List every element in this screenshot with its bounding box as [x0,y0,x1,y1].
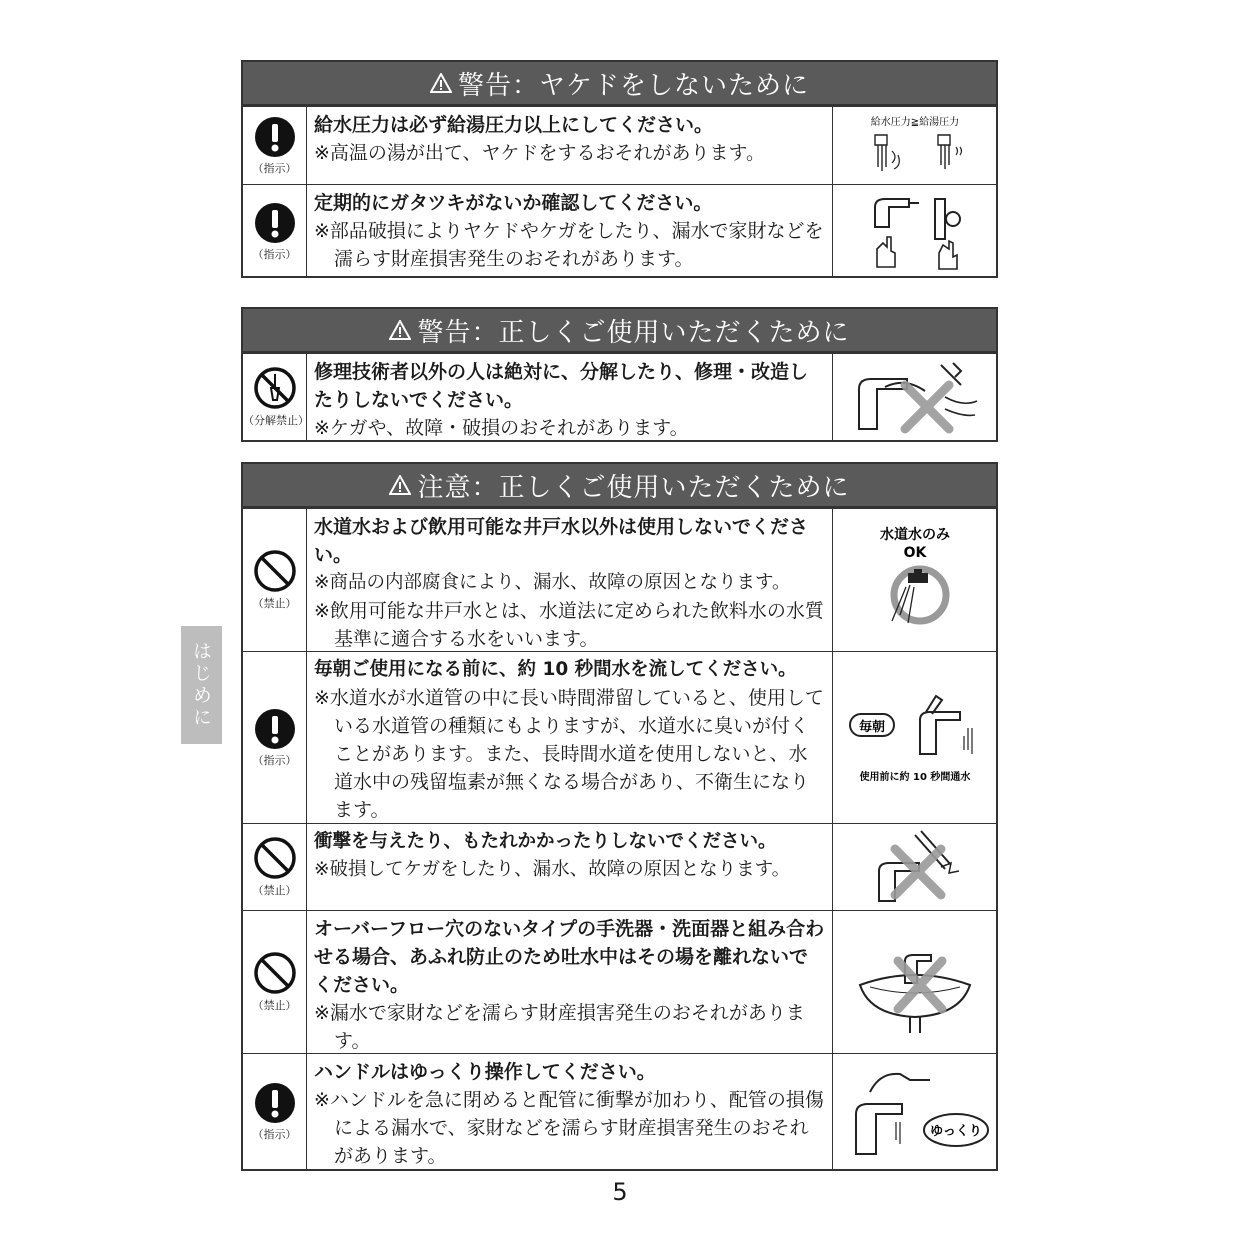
morning-badge: 毎朝 [858,719,885,735]
notice-note: ※高温の湯が出て、ヤケドをするおそれがあります。 [314,142,766,164]
side-tab-introduction[interactable]: はじめに [181,626,222,744]
warning-section-usage [241,307,998,442]
notice-text [307,911,832,1053]
section-header: 警告：ヤケドをしないために [243,62,996,106]
illustration-cell [832,509,996,651]
notice-title: 水道水および飲用可能な井戸水以外は使用しないでください。 [314,516,809,566]
notice-row [243,184,996,278]
instruction-cell [243,509,307,651]
illustration-cell [832,652,996,823]
tap-water-only-illustration [840,515,990,645]
notice-row [243,353,996,440]
notice-note: ※部品破損によりヤケドやケガをしたり、漏水で家財などを濡らす財産損害発生のおそれがあります。 [314,220,824,270]
notice-row [243,823,996,910]
notice-title: 給水圧力は必ず給湯圧力以上にしてください。 [314,114,714,136]
icon-caption: （指示） [252,1128,297,1141]
notice-note: ※ケガや、故障・破損のおそれがあります。 [314,417,689,439]
illustration-cell [832,824,996,910]
icon-caption: （禁止） [252,597,297,610]
prohibited-icon [253,836,297,880]
warning-triangle-icon [389,320,411,340]
notice-note: ※漏水で家財などを濡らす財産損害発生のおそれがあります。 [314,1002,805,1052]
notice-text [307,509,832,651]
instruction-cell [243,354,307,440]
warning-triangle-icon [430,73,452,93]
instruction-cell [243,824,307,910]
notice-text [307,107,832,184]
pressure-faucet-illustration [840,111,990,181]
ok-label: OK [903,545,926,561]
morning-flush-illustration [840,688,990,788]
notice-note: ※飲用可能な井戸水とは、水道法に定められた飲料水の水質基準に適合する水をいいます。 [314,600,824,650]
notice-row [243,1053,996,1170]
instruction-mandatory-icon [254,708,296,750]
notice-text [307,1054,832,1170]
icon-caption: （指示） [252,247,297,261]
notice-title: 衝撃を与えたり、もたれかかったりしないでください。 [314,831,777,852]
no-repair-illustration [845,357,985,437]
instruction-mandatory-icon [254,116,296,158]
notice-title: ハンドルはゆっくり操作してください。 [314,1061,656,1083]
slowly-label: ゆっくり [929,1124,982,1139]
notice-title: 定期的にガタツキがないか確認してください。 [314,192,713,214]
instruction-cell [243,107,307,184]
notice-row [243,910,996,1053]
notice-note: ※商品の内部腐食により、漏水、故障の原因となります。 [314,572,791,593]
icon-caption: （分解禁止） [243,414,309,427]
prohibited-icon [253,951,297,995]
section-header: 警告：正しくご使用いただくために [243,309,996,353]
notice-row [243,508,996,651]
notice-row [243,651,996,823]
section-header: 注意：正しくご使用いただくために [243,464,996,508]
illustration-cell [832,1054,996,1170]
notice-text [307,652,832,823]
instruction-cell [243,652,307,823]
instruction-cell [243,911,307,1053]
instruction-cell [243,185,307,278]
faucet-check-illustration [855,189,975,275]
no-disassembly-icon [253,366,297,410]
notice-row [243,106,996,184]
notice-note: ※ハンドルを急に閉めると配管に衝撃が加わり、配管の損傷による漏水で、家財などを濡らす財産損害発生のおそれがあります。 [314,1089,824,1167]
illustration-cell [832,107,996,184]
warning-triangle-icon [389,475,411,495]
notice-text [307,824,832,910]
notice-title: 修理技術者以外の人は絶対に、分解したり、修理・改造したりしないでください。 [314,361,809,411]
icon-caption: （禁止） [252,884,297,897]
no-impact-illustration [855,827,975,907]
illustration-cell [832,185,996,278]
slow-handle-illustration [840,1062,990,1162]
illustration-cell [832,911,996,1053]
notice-text [307,354,832,440]
caution-section-usage [241,462,998,1171]
basin-overflow-illustration [850,927,980,1037]
icon-caption: （指示） [252,753,297,767]
notice-note: ※破損してケガをしたり、漏水、故障の原因となります。 [314,859,791,880]
instruction-mandatory-icon [254,202,296,244]
notice-title: オーバーフロー穴のないタイプの手洗器・洗面器と組み合わせる場合、あふれ防止のため吐水中はその場を離れないでください。 [314,918,825,996]
instruction-cell [243,1054,307,1170]
icon-caption: （禁止） [252,999,297,1012]
tap-water-label: 水道水のみ [879,527,950,543]
page-number: 5 [612,1178,628,1206]
prohibited-icon [253,549,297,593]
flush-label: 使用前に約 10 秒間通水 [859,771,970,783]
instruction-mandatory-icon [254,1082,296,1124]
notice-text [307,185,832,278]
warning-section-burn [241,60,998,278]
icon-caption: （指示） [252,161,297,175]
pressure-label: 給水圧力≧給湯圧力 [870,116,959,128]
notice-note: ※水道水が水道管の中に長い時間滞留していると、使用している水道管の種類にもよりますが、水道水に臭いが付くことがあります。また、長時間水道を使用しないと、水道水中の残留塩素が無くなる場合があり、不衛生になります。 [314,687,824,821]
illustration-cell [832,354,996,440]
notice-title: 毎朝ご使用になる前に、約 10 秒間水を流してください。 [314,659,797,680]
